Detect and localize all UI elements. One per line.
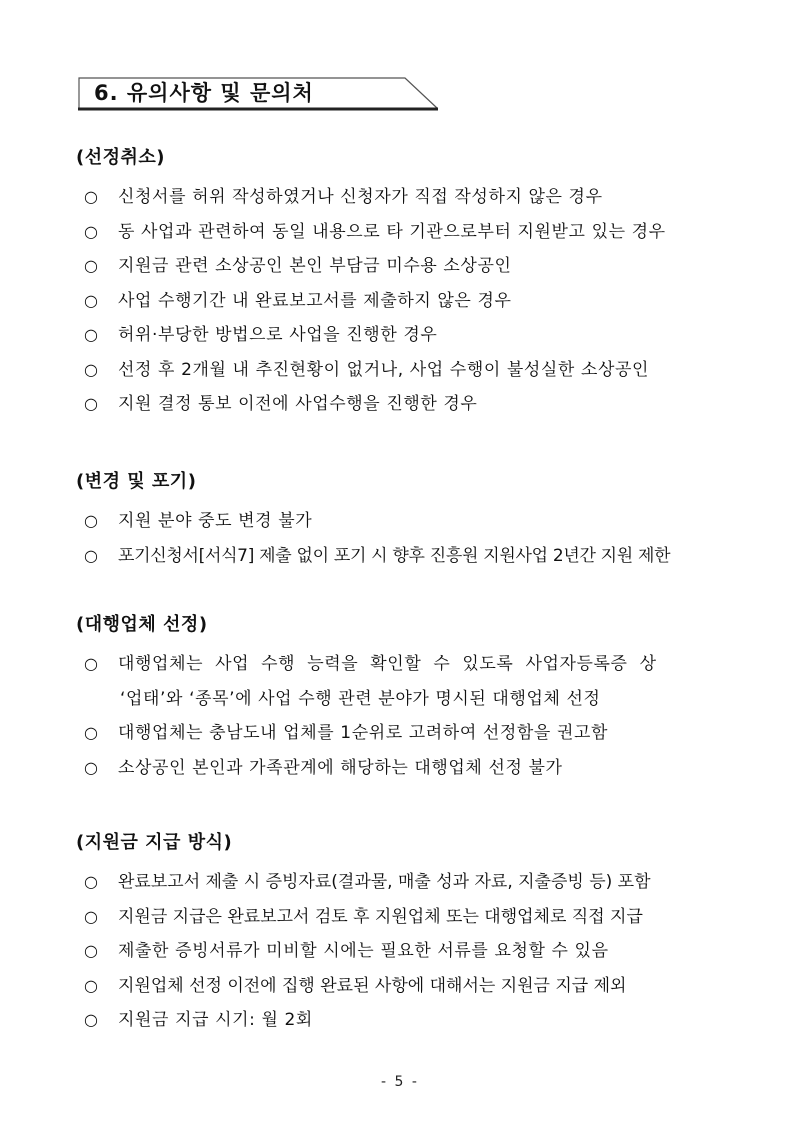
list-item <box>76 504 756 539</box>
circle-bullet-icon: ○ <box>84 872 99 891</box>
item-text: 지원금 관련 소상공인 본인 부담금 미수용 소상공인 <box>118 256 512 276</box>
circle-bullet-icon: ○ <box>84 359 99 379</box>
item-list <box>76 647 756 785</box>
item-text: 대행업체는 사업 수행 능력을 확인할 수 있도록 사업자등록증 상 <box>118 654 657 674</box>
circle-bullet-icon: ○ <box>84 325 99 344</box>
circle-bullet-icon: ○ <box>84 757 99 777</box>
section-change-and-withdrawal <box>76 470 756 573</box>
list-item <box>76 249 756 284</box>
list-item <box>76 284 756 319</box>
item-list <box>76 865 756 1038</box>
circle-bullet-icon: ○ <box>84 941 99 960</box>
circle-bullet-icon: ○ <box>84 511 99 530</box>
circle-bullet-icon: ○ <box>84 654 99 673</box>
item-text: 대행업체는 충남도내 업체를 1순위로 고려하여 선정함을 권고함 <box>118 723 609 743</box>
item-text: 지원금 지급 시기: 월 2회 <box>118 1010 313 1030</box>
list-item <box>76 969 756 1004</box>
list-item <box>76 1003 756 1038</box>
list-item <box>76 539 756 574</box>
item-text: 지원 분야 중도 변경 불가 <box>118 511 313 531</box>
section-title: (대행업체 선정) <box>76 614 208 635</box>
circle-bullet-icon: ○ <box>84 906 99 926</box>
item-text: 사업 수행기간 내 완료보고서를 제출하지 않은 경우 <box>118 290 512 311</box>
section-title: (변경 및 포기) <box>76 471 197 492</box>
circle-bullet-icon: ○ <box>84 256 99 275</box>
list-item <box>76 934 756 969</box>
list-item <box>76 865 756 900</box>
list-item <box>76 716 756 751</box>
list-item <box>76 387 756 422</box>
section-payment-method <box>76 831 756 1038</box>
list-item <box>76 353 756 388</box>
item-text: 완료보고서 제출 시 증빙자료(결과물, 매출 성과 자료, 지출증빙 등) 포함 <box>118 872 651 892</box>
item-text: 허위·부당한 방법으로 사업을 진행한 경우 <box>118 325 438 345</box>
list-item <box>76 318 756 353</box>
circle-bullet-icon: ○ <box>84 221 99 241</box>
list-item <box>76 180 756 215</box>
circle-bullet-icon: ○ <box>84 545 99 565</box>
list-item <box>76 900 756 935</box>
item-list <box>76 504 756 573</box>
item-text: 소상공인 본인과 가족관계에 해당하는 대행업체 선정 불가 <box>118 757 563 778</box>
item-text: 선정 후 2개월 내 추진현황이 없거나, 사업 수행이 불성실한 소상공인 <box>118 359 650 380</box>
circle-bullet-icon: ○ <box>84 723 99 742</box>
section-header-box <box>78 77 438 110</box>
list-item <box>76 647 756 716</box>
list-item <box>76 215 756 250</box>
section-agency-selection <box>76 613 756 785</box>
item-text: 지원 결정 통보 이전에 사업수행을 진행한 경우 <box>118 394 478 414</box>
item-text: 포기신청서[서식7] 제출 없이 포기 시 향후 진흥원 지원사업 2년간 지원 제한 <box>118 545 671 566</box>
circle-bullet-icon: ○ <box>84 975 99 995</box>
item-text: 신청서를 허위 작성하였거나 신청자가 직접 작성하지 않은 경우 <box>118 187 603 207</box>
item-text: 지원금 지급은 완료보고서 검토 후 지원업체 또는 대행업체로 직접 지급 <box>118 906 643 927</box>
section-title: (선정취소) <box>76 147 166 168</box>
section-title: (지원금 지급 방식) <box>76 832 233 853</box>
item-text: 제출한 증빙서류가 미비할 시에는 필요한 서류를 요청할 수 있음 <box>118 941 609 961</box>
item-text: 지원업체 선정 이전에 집행 완료된 사항에 대해서는 지원금 지급 제외 <box>118 975 627 996</box>
item-text: 동 사업과 관련하여 동일 내용으로 타 기관으로부터 지원받고 있는 경우 <box>118 221 666 242</box>
list-item <box>76 751 756 786</box>
circle-bullet-icon: ○ <box>84 290 99 310</box>
section-header-title: 6. 유의사항 및 문의처 <box>94 81 314 105</box>
item-list <box>76 180 756 422</box>
circle-bullet-icon: ○ <box>84 394 99 413</box>
item-text-continuation: ‘업태’와 ‘종목’에 사업 수행 관련 분야가 명시된 대행업체 선정 <box>120 688 601 709</box>
circle-bullet-icon: ○ <box>84 1010 99 1029</box>
circle-bullet-icon: ○ <box>84 187 99 206</box>
page-number: - 5 - <box>381 1074 419 1090</box>
section-selection-cancellation <box>76 146 756 422</box>
